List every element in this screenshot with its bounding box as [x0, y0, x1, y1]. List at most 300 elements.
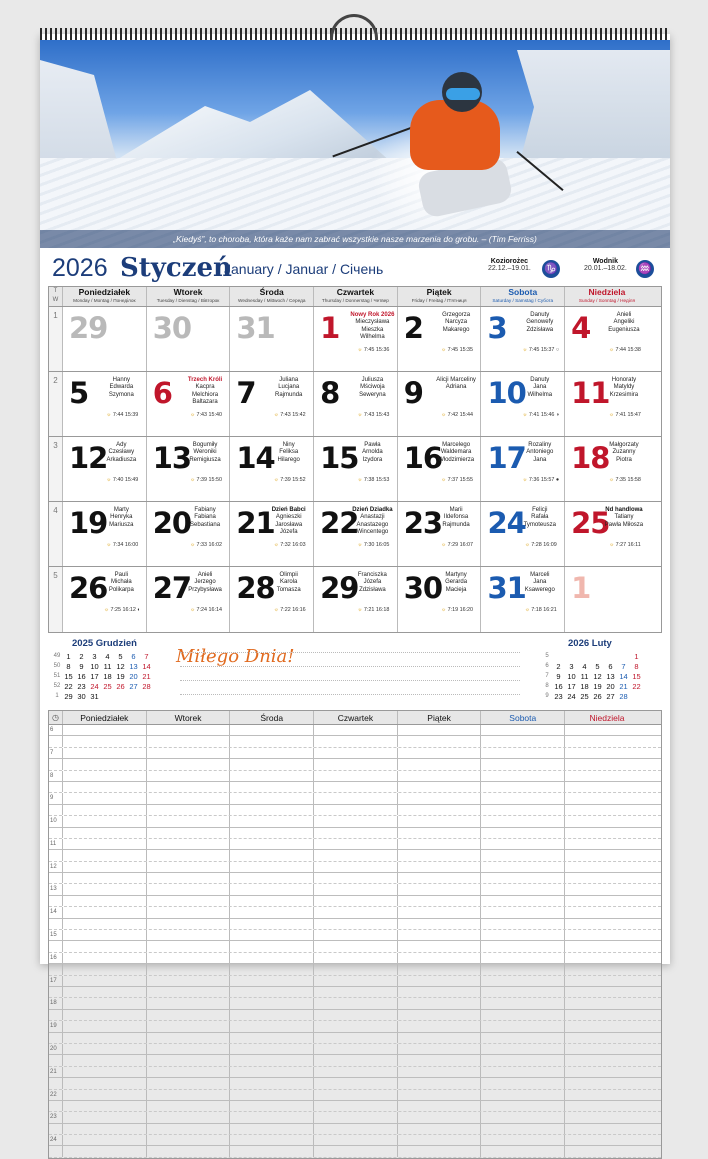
day-cell[interactable] — [565, 307, 649, 371]
planner-slot[interactable] — [481, 828, 565, 838]
planner-slot[interactable] — [314, 1124, 398, 1134]
planner-slot[interactable] — [147, 1044, 231, 1054]
planner-slot[interactable] — [481, 896, 565, 906]
planner-slot[interactable] — [147, 1067, 231, 1077]
planner-slot[interactable] — [314, 1146, 398, 1156]
planner-slot[interactable] — [565, 1124, 649, 1134]
planner-slot[interactable] — [63, 862, 147, 872]
planner-slot[interactable] — [147, 1135, 231, 1145]
planner-slot[interactable] — [398, 1021, 482, 1031]
planner-slot[interactable] — [481, 793, 565, 803]
planner-slot[interactable] — [314, 976, 398, 986]
planner-slot[interactable] — [398, 1010, 482, 1020]
planner-slot[interactable] — [63, 850, 147, 860]
planner-slot[interactable] — [230, 725, 314, 735]
planner-slot[interactable] — [398, 759, 482, 769]
planner-slot[interactable] — [481, 736, 565, 746]
planner-slot[interactable] — [565, 884, 649, 894]
planner-slot[interactable] — [63, 919, 147, 929]
planner-slot[interactable] — [147, 987, 231, 997]
planner-slot[interactable] — [565, 793, 649, 803]
planner-slot[interactable] — [565, 782, 649, 792]
planner-slot[interactable] — [481, 1010, 565, 1020]
planner-slot[interactable] — [314, 850, 398, 860]
planner-slot[interactable] — [565, 1101, 649, 1111]
planner-slot[interactable] — [398, 896, 482, 906]
planner-slot[interactable] — [230, 907, 314, 917]
planner-slot[interactable] — [147, 941, 231, 951]
day-cell[interactable] — [398, 307, 482, 371]
planner-slot[interactable] — [565, 1112, 649, 1122]
planner-slot[interactable] — [230, 793, 314, 803]
planner-slot[interactable] — [314, 1101, 398, 1111]
planner-slot[interactable] — [314, 1044, 398, 1054]
planner-slot[interactable] — [147, 828, 231, 838]
planner-slot[interactable] — [314, 896, 398, 906]
planner-slot[interactable] — [398, 1146, 482, 1156]
planner-slot[interactable] — [481, 1124, 565, 1134]
planner-slot[interactable] — [230, 1124, 314, 1134]
planner-slot[interactable] — [481, 816, 565, 826]
planner-slot[interactable] — [63, 1067, 147, 1077]
planner-slot[interactable] — [63, 964, 147, 974]
planner-slot[interactable] — [63, 736, 147, 746]
planner-slot[interactable] — [398, 1033, 482, 1043]
planner-slot[interactable] — [398, 839, 482, 849]
planner-slot[interactable] — [565, 1135, 649, 1145]
planner-slot[interactable] — [63, 1101, 147, 1111]
planner-slot[interactable] — [230, 896, 314, 906]
planner-slot[interactable] — [398, 862, 482, 872]
planner-slot[interactable] — [481, 907, 565, 917]
planner-slot[interactable] — [565, 748, 649, 758]
day-cell[interactable] — [63, 567, 147, 632]
aquarius-icon: ♒ — [636, 260, 654, 278]
day-cell[interactable] — [314, 567, 398, 632]
planner-slot[interactable] — [565, 862, 649, 872]
planner-slot[interactable] — [63, 1146, 147, 1156]
planner-slot[interactable] — [230, 1067, 314, 1077]
day-cell[interactable] — [398, 372, 482, 436]
planner-slot[interactable] — [230, 976, 314, 986]
planner-slot[interactable] — [565, 736, 649, 746]
planner-slot[interactable] — [314, 1112, 398, 1122]
planner-slot[interactable] — [481, 1146, 565, 1156]
planner-slot[interactable] — [481, 884, 565, 894]
planner-slot[interactable] — [314, 941, 398, 951]
planner-slot[interactable] — [565, 1044, 649, 1054]
day-cell[interactable] — [481, 307, 565, 371]
planner-slot[interactable] — [147, 919, 231, 929]
planner-slot[interactable] — [147, 759, 231, 769]
planner-slot[interactable] — [398, 941, 482, 951]
planner-slot[interactable] — [147, 850, 231, 860]
planner-slot[interactable] — [398, 873, 482, 883]
planner-slot[interactable] — [565, 850, 649, 860]
day-cell[interactable] — [314, 502, 398, 566]
day-cell[interactable] — [314, 307, 398, 371]
planner-slot[interactable] — [398, 1055, 482, 1065]
day-cell[interactable] — [398, 502, 482, 566]
planner-slot[interactable] — [147, 1078, 231, 1088]
planner-slot[interactable] — [398, 1044, 482, 1054]
planner-slot[interactable] — [398, 953, 482, 963]
planner-slot[interactable] — [565, 816, 649, 826]
planner-slot[interactable] — [147, 1090, 231, 1100]
planner-slot[interactable] — [63, 976, 147, 986]
planner-slot[interactable] — [565, 771, 649, 781]
planner-slot[interactable] — [230, 1101, 314, 1111]
planner-slot[interactable] — [398, 736, 482, 746]
planner-slot[interactable] — [63, 884, 147, 894]
planner-slot[interactable] — [314, 964, 398, 974]
planner-slot[interactable] — [481, 873, 565, 883]
day-cell[interactable] — [314, 372, 398, 436]
planner-slot[interactable] — [398, 1112, 482, 1122]
planner-slot[interactable] — [481, 976, 565, 986]
planner-slot[interactable] — [63, 1055, 147, 1065]
day-cell[interactable] — [565, 567, 649, 632]
planner-slot[interactable] — [565, 919, 649, 929]
planner-slot[interactable] — [63, 793, 147, 803]
planner-slot[interactable] — [63, 987, 147, 997]
planner-slot[interactable] — [398, 782, 482, 792]
planner-slot[interactable] — [63, 1044, 147, 1054]
planner-slot[interactable] — [398, 1124, 482, 1134]
planner-slot[interactable] — [481, 748, 565, 758]
planner-slot[interactable] — [63, 1112, 147, 1122]
planner-slot[interactable] — [314, 1078, 398, 1088]
planner-slot[interactable] — [147, 1021, 231, 1031]
planner-slot[interactable] — [63, 1078, 147, 1088]
planner-slot[interactable] — [398, 964, 482, 974]
day-number: 24 — [487, 506, 526, 540]
planner-slot[interactable] — [230, 771, 314, 781]
planner-slot[interactable] — [147, 1124, 231, 1134]
planner-slot[interactable] — [481, 919, 565, 929]
planner-slot[interactable] — [481, 1078, 565, 1088]
planner-slot[interactable] — [565, 1090, 649, 1100]
weekday-translation: Thursday / Donnerstag / Четвер — [321, 298, 389, 303]
planner-slot[interactable] — [147, 862, 231, 872]
planner-slot[interactable] — [230, 941, 314, 951]
name-days — [350, 572, 395, 594]
planner-slot[interactable] — [230, 1044, 314, 1054]
planner-slot[interactable] — [147, 771, 231, 781]
planner-slot[interactable] — [398, 816, 482, 826]
planner-slot[interactable] — [565, 1021, 649, 1031]
planner-slot[interactable] — [398, 1078, 482, 1088]
planner-slot[interactable] — [63, 953, 147, 963]
planner-slot[interactable] — [230, 782, 314, 792]
planner-slot[interactable] — [314, 782, 398, 792]
planner-slot[interactable] — [230, 1033, 314, 1043]
planner-slot[interactable] — [230, 828, 314, 838]
planner-slot[interactable] — [481, 1135, 565, 1145]
mini-day: 15 — [64, 671, 73, 681]
planner-slot[interactable] — [481, 1044, 565, 1054]
planner-slot[interactable] — [314, 953, 398, 963]
planner-slot[interactable] — [565, 1033, 649, 1043]
planner-slot[interactable] — [63, 1090, 147, 1100]
planner-slot[interactable] — [565, 1078, 649, 1088]
planner-slot[interactable] — [230, 1146, 314, 1156]
planner-slot[interactable] — [314, 884, 398, 894]
planner-slot[interactable] — [63, 1124, 147, 1134]
day-cell[interactable] — [147, 372, 231, 436]
day-cell[interactable] — [63, 372, 147, 436]
planner-slot[interactable] — [481, 839, 565, 849]
planner-slot[interactable] — [230, 816, 314, 826]
planner-slot[interactable] — [565, 828, 649, 838]
planner-slot[interactable] — [147, 976, 231, 986]
planner-slot[interactable] — [481, 782, 565, 792]
planner-slot[interactable] — [565, 964, 649, 974]
planner-slot[interactable] — [147, 1112, 231, 1122]
day-cell[interactable] — [398, 437, 482, 501]
planner-slot[interactable] — [147, 736, 231, 746]
planner-slot[interactable] — [63, 828, 147, 838]
planner-slot[interactable] — [398, 1101, 482, 1111]
planner-slot[interactable] — [147, 725, 231, 735]
planner-slot[interactable] — [398, 725, 482, 735]
day-cell[interactable] — [230, 307, 314, 371]
planner-slot[interactable] — [230, 884, 314, 894]
planner-slot[interactable] — [63, 941, 147, 951]
planner-slot[interactable] — [481, 1067, 565, 1077]
planner-slot[interactable] — [398, 850, 482, 860]
planner-slot[interactable] — [63, 759, 147, 769]
planner-slot[interactable] — [230, 1055, 314, 1065]
planner-slot[interactable] — [565, 987, 649, 997]
day-cell[interactable] — [63, 307, 147, 371]
day-cell[interactable] — [481, 567, 565, 632]
day-cell[interactable] — [481, 502, 565, 566]
planner-slot[interactable] — [481, 862, 565, 872]
planner-slot[interactable] — [481, 953, 565, 963]
planner-slot[interactable] — [481, 1101, 565, 1111]
planner-slot[interactable] — [314, 873, 398, 883]
planner-slot[interactable] — [147, 1033, 231, 1043]
day-cell[interactable] — [398, 567, 482, 632]
planner-slot[interactable] — [314, 1021, 398, 1031]
planner-slot[interactable] — [398, 771, 482, 781]
planner-slot[interactable] — [147, 1101, 231, 1111]
planner-slot[interactable] — [314, 907, 398, 917]
planner-slot[interactable] — [230, 1135, 314, 1145]
planner-slot[interactable] — [314, 1090, 398, 1100]
planner-slot[interactable] — [481, 805, 565, 815]
planner-slot[interactable] — [398, 976, 482, 986]
planner-slot[interactable] — [63, 873, 147, 883]
day-cell[interactable] — [147, 437, 231, 501]
planner-slot[interactable] — [314, 1033, 398, 1043]
day-cell[interactable] — [63, 502, 147, 566]
planner-slot[interactable] — [147, 953, 231, 963]
planner-slot[interactable] — [565, 839, 649, 849]
planner-slot[interactable] — [63, 1135, 147, 1145]
planner-slot[interactable] — [398, 919, 482, 929]
planner-slot[interactable] — [230, 1010, 314, 1020]
planner-slot[interactable] — [230, 736, 314, 746]
planner-slot[interactable] — [147, 964, 231, 974]
planner-slot[interactable] — [314, 862, 398, 872]
planner-slot[interactable] — [147, 884, 231, 894]
planner-slot[interactable] — [314, 725, 398, 735]
planner-slot[interactable] — [314, 771, 398, 781]
planner-slot[interactable] — [481, 1090, 565, 1100]
planner-slot[interactable] — [481, 771, 565, 781]
planner-slot[interactable] — [565, 896, 649, 906]
planner-slot[interactable] — [63, 782, 147, 792]
planner-slot[interactable] — [147, 907, 231, 917]
planner-slot[interactable] — [230, 987, 314, 997]
planner-slot[interactable] — [481, 987, 565, 997]
planner-slot[interactable] — [147, 782, 231, 792]
day-cell[interactable] — [565, 502, 649, 566]
planner-slot[interactable] — [230, 759, 314, 769]
planner-slot[interactable] — [398, 1135, 482, 1145]
day-cell[interactable] — [230, 502, 314, 566]
planner-slot[interactable] — [398, 828, 482, 838]
planner-slot[interactable] — [63, 771, 147, 781]
planner-slot[interactable] — [63, 816, 147, 826]
planner-slot[interactable] — [398, 907, 482, 917]
planner-slot[interactable] — [230, 953, 314, 963]
planner-slot[interactable] — [63, 1010, 147, 1020]
planner-slot[interactable] — [565, 759, 649, 769]
day-cell[interactable] — [230, 567, 314, 632]
planner-slot[interactable] — [481, 1055, 565, 1065]
day-cell[interactable] — [481, 437, 565, 501]
planner-slot[interactable] — [314, 736, 398, 746]
planner-slot[interactable] — [230, 1090, 314, 1100]
planner-slot[interactable] — [565, 1055, 649, 1065]
day-cell[interactable] — [230, 372, 314, 436]
planner-slot[interactable] — [314, 1135, 398, 1145]
planner-slot[interactable] — [481, 1021, 565, 1031]
planner-slot[interactable] — [63, 748, 147, 758]
planner-slot[interactable] — [398, 987, 482, 997]
planner-slot[interactable] — [565, 953, 649, 963]
planner-slot[interactable] — [314, 805, 398, 815]
planner-slot[interactable] — [230, 919, 314, 929]
planner-slot[interactable] — [230, 1021, 314, 1031]
planner-slot[interactable] — [398, 1067, 482, 1077]
planner-slot[interactable] — [565, 941, 649, 951]
planner-slot[interactable] — [314, 1055, 398, 1065]
planner-slot[interactable] — [565, 907, 649, 917]
planner-slot[interactable] — [314, 987, 398, 997]
planner-slot[interactable] — [565, 1146, 649, 1156]
planner-slot[interactable] — [398, 1090, 482, 1100]
day-cell[interactable] — [481, 372, 565, 436]
planner-slot[interactable] — [565, 976, 649, 986]
planner-slot[interactable] — [314, 839, 398, 849]
planner-slot[interactable] — [230, 1078, 314, 1088]
day-cell[interactable] — [565, 437, 649, 501]
planner-slot[interactable] — [481, 941, 565, 951]
planner-slot[interactable] — [314, 1010, 398, 1020]
planner-slot[interactable] — [63, 930, 147, 940]
planner-slot[interactable] — [63, 805, 147, 815]
planner-slot[interactable] — [314, 919, 398, 929]
planner-slot[interactable] — [230, 1112, 314, 1122]
day-cell[interactable] — [63, 437, 147, 501]
day-cell[interactable] — [147, 502, 231, 566]
day-cell[interactable] — [147, 307, 231, 371]
planner-slot[interactable] — [565, 1010, 649, 1020]
day-cell[interactable] — [147, 567, 231, 632]
planner-slot[interactable] — [565, 805, 649, 815]
planner-slot[interactable] — [230, 839, 314, 849]
planner-slot[interactable] — [147, 793, 231, 803]
planner-slot[interactable] — [230, 873, 314, 883]
planner-slot[interactable] — [565, 1067, 649, 1077]
planner-slot[interactable] — [63, 896, 147, 906]
planner-slot[interactable] — [314, 759, 398, 769]
planner-slot[interactable] — [230, 805, 314, 815]
planner-slot[interactable] — [481, 759, 565, 769]
planner-slot[interactable] — [481, 850, 565, 860]
planner-slot[interactable] — [147, 1146, 231, 1156]
planner-slot[interactable] — [147, 873, 231, 883]
planner-slot[interactable] — [147, 930, 231, 940]
planner-slot[interactable] — [481, 725, 565, 735]
planner-slot[interactable] — [314, 828, 398, 838]
planner-slot[interactable] — [398, 748, 482, 758]
day-cell[interactable] — [314, 437, 398, 501]
planner-slot[interactable] — [147, 1010, 231, 1020]
planner-slot[interactable] — [63, 839, 147, 849]
planner-hour — [49, 805, 63, 815]
planner-slot[interactable] — [147, 1055, 231, 1065]
planner-slot[interactable] — [147, 839, 231, 849]
planner-slot[interactable] — [565, 725, 649, 735]
planner-slot[interactable] — [63, 1033, 147, 1043]
planner-slot[interactable] — [481, 1033, 565, 1043]
planner-slot[interactable] — [565, 873, 649, 883]
planner-slot[interactable] — [314, 930, 398, 940]
planner-slot[interactable] — [481, 964, 565, 974]
planner-slot[interactable] — [398, 805, 482, 815]
planner-slot[interactable] — [63, 725, 147, 735]
planner-slot[interactable] — [147, 805, 231, 815]
planner-slot[interactable] — [398, 930, 482, 940]
planner-slot[interactable] — [147, 748, 231, 758]
planner-slot[interactable] — [481, 930, 565, 940]
planner-slot[interactable] — [147, 816, 231, 826]
planner-slot[interactable] — [230, 748, 314, 758]
planner-slot[interactable] — [481, 1112, 565, 1122]
planner-slot[interactable] — [63, 907, 147, 917]
planner-slot[interactable] — [314, 793, 398, 803]
planner-slot[interactable] — [314, 816, 398, 826]
planner-slot[interactable] — [230, 850, 314, 860]
planner-slot[interactable] — [314, 1067, 398, 1077]
planner-slot[interactable] — [565, 930, 649, 940]
planner-slot[interactable] — [398, 793, 482, 803]
planner-slot[interactable] — [230, 930, 314, 940]
planner-slot[interactable] — [63, 1021, 147, 1031]
planner-slot[interactable] — [230, 862, 314, 872]
day-cell[interactable] — [565, 372, 649, 436]
day-cell[interactable] — [230, 437, 314, 501]
planner-slot[interactable] — [314, 748, 398, 758]
planner-slot[interactable] — [398, 884, 482, 894]
planner-slot[interactable] — [230, 964, 314, 974]
planner-slot[interactable] — [147, 896, 231, 906]
